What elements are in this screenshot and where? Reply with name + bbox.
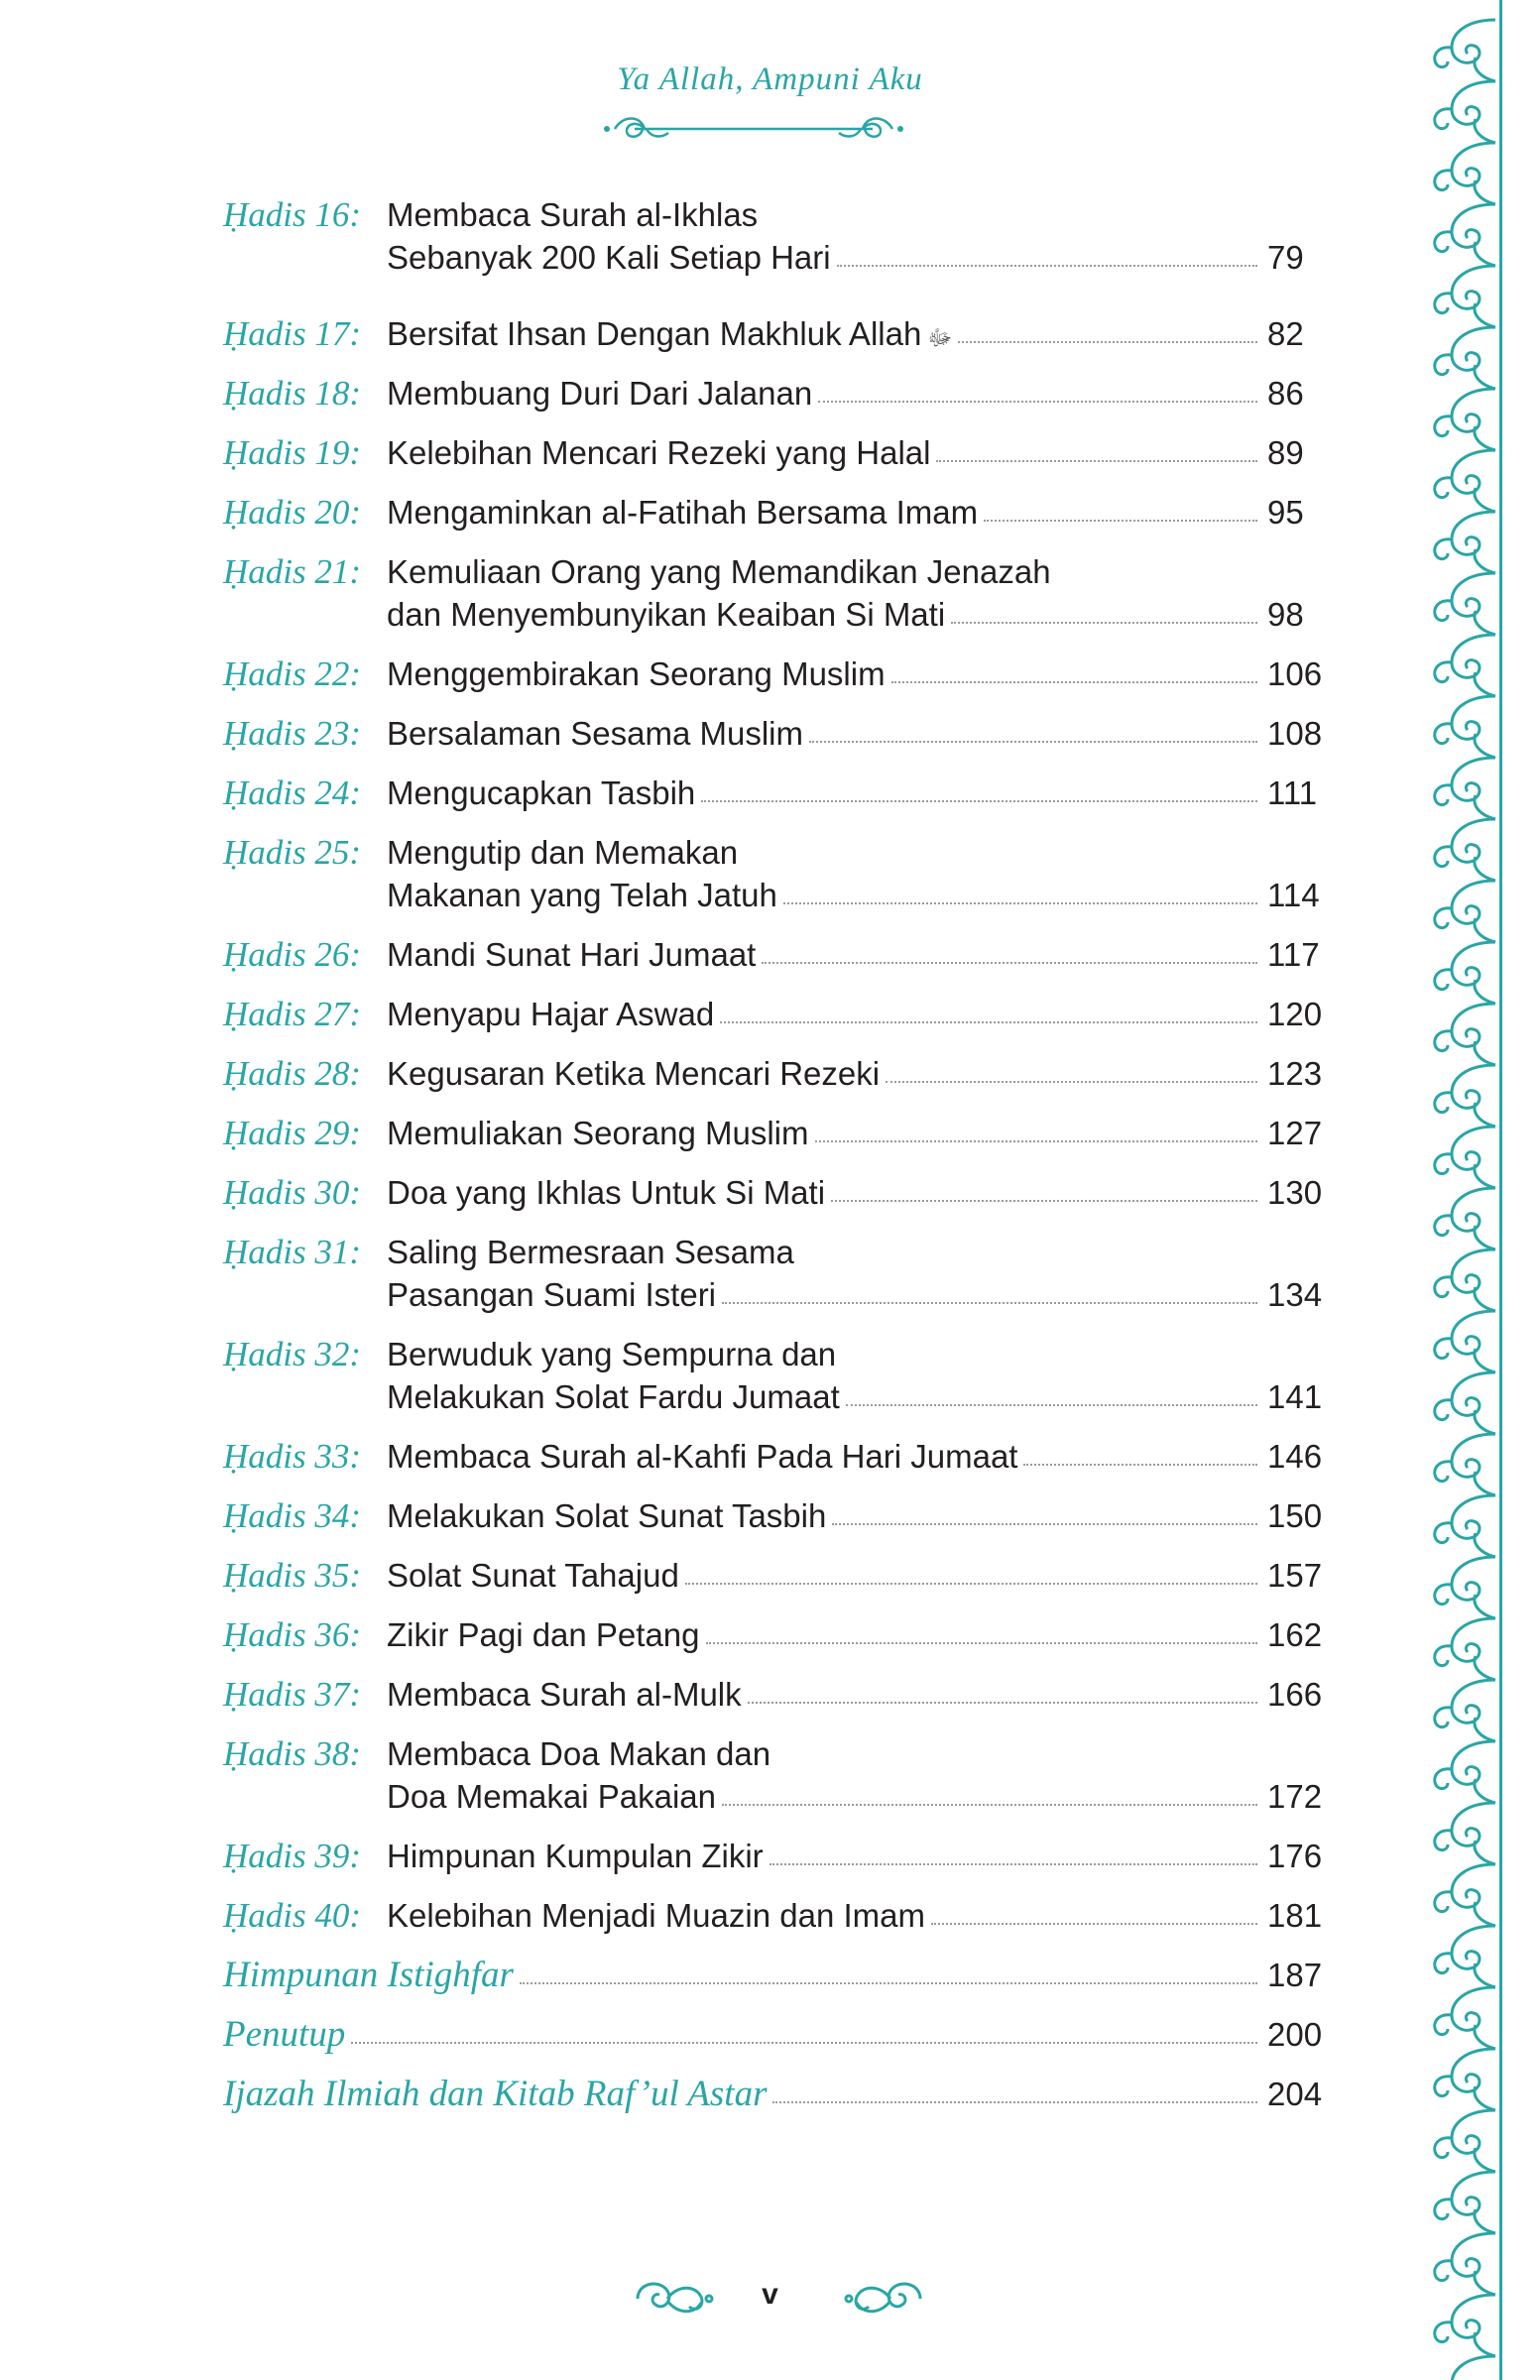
hadis-label: Ḥadis 28:: [223, 1054, 362, 1093]
swirl-motif: [1435, 1434, 1495, 1495]
entry-spacer: [223, 1996, 1319, 2013]
entry-page-number: 123: [1267, 1055, 1323, 1092]
dot-leader: [837, 264, 1257, 267]
entry-title: Solat Sunat Tahajud: [387, 1557, 679, 1594]
section-page-number: 200: [1267, 2016, 1323, 2053]
toc-row: [223, 1052, 1323, 1095]
section-title: Penutup: [223, 2014, 346, 2055]
swirl-motif: [1435, 1250, 1495, 1311]
swirl-motif: [1435, 2049, 1495, 2110]
toc-entry: [223, 1673, 1323, 1716]
dot-leader: [951, 621, 1257, 624]
dot-leader: [772, 2100, 1257, 2103]
entry-page-number: 150: [1267, 1497, 1323, 1534]
entry-page-number: 114: [1267, 877, 1320, 913]
dot-leader: [809, 740, 1257, 743]
entry-title: Sebanyak 200 Kali Setiap Hari: [387, 239, 831, 276]
toc-entry: [223, 831, 1319, 916]
swirl-motif: [1435, 881, 1495, 942]
hadis-label: Ḥadis 19:: [223, 433, 362, 472]
entry-title: Mengutip dan Memakan: [387, 834, 739, 871]
toc-row: [223, 593, 1319, 636]
entry-spacer: [223, 1154, 1319, 1171]
hadis-label: Ḥadis 30:: [223, 1173, 362, 1212]
entry-title: Mandi Sunat Hari Jumaat: [387, 936, 757, 973]
entry-spacer: [223, 1095, 1319, 1112]
swirl-motif: [1435, 450, 1495, 512]
toc-entry: [223, 1835, 1323, 1877]
toc-row: [223, 1333, 1319, 1375]
toc-row: [223, 372, 1319, 415]
entry-page-number: 89: [1267, 434, 1304, 471]
toc-row: [223, 193, 1319, 236]
dot-leader: [748, 1701, 1257, 1704]
hadis-label: Ḥadis 21:: [223, 552, 362, 591]
dot-leader: [891, 680, 1257, 683]
entry-spacer: [223, 1035, 1319, 1052]
swirl-motif: [1435, 942, 1495, 1004]
entry-spacer: [223, 1478, 1319, 1494]
swirl-border-icon: [1426, 0, 1505, 2380]
dot-leader: [815, 1139, 1257, 1142]
dot-leader: [832, 1522, 1257, 1525]
section-page-number: 187: [1267, 1957, 1323, 1993]
entry-spacer: [223, 1877, 1319, 1894]
running-header: Ya Allah, Ampuni Aku: [617, 61, 923, 97]
hadis-label: Ḥadis 40:: [223, 1896, 362, 1935]
toc-row: [223, 1775, 1323, 1818]
swirl-motif: [1435, 1618, 1495, 1680]
section-row: [223, 1954, 1323, 1996]
entry-title: Membaca Surah al-Ikhlas: [387, 196, 759, 233]
toc-entry: [223, 653, 1323, 695]
toc-row: [223, 1171, 1323, 1214]
entry-spacer: [223, 355, 1319, 372]
entry-spacer: [223, 755, 1319, 772]
section-title: Ijazah Ilmiah dan Kitab Raf’ul Astar: [223, 2074, 768, 2114]
dot-leader: [846, 1403, 1257, 1406]
toc-row: [223, 831, 1319, 874]
toc-row: [223, 1835, 1323, 1877]
section-row: [223, 2073, 1323, 2115]
entry-page-number: 130: [1267, 1174, 1323, 1211]
swirl-motif: [1435, 1127, 1495, 1188]
toc-row: [223, 1435, 1323, 1478]
toc-row: [223, 1273, 1323, 1316]
toc-entry: [223, 431, 1319, 474]
toc-entry: [223, 1333, 1323, 1418]
toc-row: [223, 1894, 1323, 1937]
swirl-motif: [1435, 512, 1495, 573]
entry-title: Zikir Pagi dan Petang: [387, 1616, 700, 1653]
swirl-motif: [1435, 1926, 1495, 1987]
entry-title: Kegusaran Ketika Mencari Rezeki: [387, 1055, 881, 1092]
entry-title: Membaca Surah al-Kahfi Pada Hari Jumaat: [387, 1438, 1018, 1475]
entry-title: Membuang Duri Dari Jalanan: [387, 375, 813, 412]
toc-row: [223, 312, 1319, 355]
dot-leader: [520, 1981, 1257, 1984]
entry-title: Menggembirakan Seorang Muslim: [387, 655, 886, 692]
hadis-label: Ḥadis 22:: [223, 654, 362, 693]
entry-spacer: [223, 695, 1319, 712]
swirl-motif: [1435, 81, 1495, 143]
toc-entry: [223, 1894, 1323, 1937]
entry-title: Membaca Surah al-Mulk: [387, 1676, 742, 1713]
entry-title: Bersalaman Sesama Muslim: [387, 715, 803, 752]
swirl-motif: [1435, 204, 1495, 266]
entry-page-number: 106: [1267, 655, 1323, 692]
entry-page-number: 134: [1267, 1276, 1323, 1313]
entry-title: Saling Bermesraan Sesama: [387, 1234, 794, 1270]
entry-title: Kelebihan Menjadi Muazin dan Imam: [387, 1897, 925, 1934]
toc-row: [223, 653, 1323, 695]
entry-title: Mengaminkan al-Fatihah Bersama Imam: [387, 494, 979, 531]
toc-entry: [223, 1171, 1323, 1214]
entry-title: Pasangan Suami Isteri: [387, 1276, 717, 1313]
entry-page-number: 86: [1267, 375, 1304, 412]
entry-title: dan Menyembunyikan Keaiban Si Mati: [387, 596, 946, 633]
honorific-glyph: ﷻ: [927, 325, 953, 350]
swirl-motif: [1435, 758, 1495, 819]
entry-title: Doa Memakai Pakaian: [387, 1778, 716, 1815]
entry-page-number: 181: [1267, 1897, 1323, 1934]
swirl-motif: [1435, 1680, 1495, 1741]
entry-spacer: [223, 1316, 1319, 1333]
entry-spacer: [223, 279, 1319, 312]
toc-entry: [223, 1052, 1323, 1095]
entry-title: Melakukan Solat Sunat Tasbih: [387, 1497, 827, 1534]
hadis-label: Ḥadis 16:: [223, 195, 362, 234]
entry-spacer: [223, 1656, 1319, 1673]
entry-page-number: 146: [1267, 1438, 1323, 1475]
toc-row: [223, 1494, 1323, 1537]
entry-spacer: [223, 1597, 1319, 1613]
entry-page-number: 108: [1267, 715, 1323, 752]
entry-page-number: 120: [1267, 996, 1323, 1032]
dot-leader: [958, 340, 1257, 343]
entry-spacer: [223, 2056, 1319, 2073]
entry-spacer: [223, 1418, 1319, 1435]
entry-title: Menyapu Hajar Aswad: [387, 996, 715, 1032]
hadis-label: Ḥadis 17:: [223, 314, 362, 353]
toc-entry: [223, 1554, 1323, 1597]
dot-leader: [685, 1582, 1257, 1585]
dot-leader: [720, 1020, 1257, 1023]
toc-entry: [223, 193, 1319, 279]
toc-entry: [223, 1435, 1323, 1478]
hadis-label: Ḥadis 33:: [223, 1437, 362, 1476]
toc-entry: [223, 491, 1319, 534]
dot-leader: [706, 1641, 1257, 1644]
table-of-contents: [223, 193, 1323, 2115]
dot-leader: [701, 799, 1257, 802]
swirl-motif: [1435, 1495, 1495, 1557]
swirl-motif: [1435, 1311, 1495, 1372]
entry-title: Doa yang Ikhlas Untuk Si Mati: [387, 1174, 826, 1211]
entry-spacer: [223, 976, 1319, 993]
entry-spacer: [223, 1214, 1319, 1231]
toc-entry: [223, 1732, 1323, 1818]
entry-title: Mengucapkan Tasbih: [387, 774, 696, 811]
swirl-motif: [1435, 573, 1495, 635]
swirl-motif: [1435, 1065, 1495, 1127]
swirl-motif: [1435, 2172, 1495, 2233]
swirl-motif: [1435, 1864, 1495, 1926]
dot-leader: [831, 1199, 1257, 1202]
toc-row: [223, 1613, 1323, 1656]
toc-entry: [223, 712, 1323, 755]
entry-title: Himpunan Kumpulan Zikir: [387, 1838, 764, 1874]
hadis-label: Ḥadis 29:: [223, 1114, 362, 1152]
toc-row: [223, 993, 1323, 1035]
swirl-motif: [1435, 2110, 1495, 2172]
dot-leader: [931, 1922, 1257, 1925]
entry-spacer: [223, 415, 1319, 431]
swirl-motif: [1435, 389, 1495, 450]
hadis-label: Ḥadis 37:: [223, 1675, 362, 1714]
dot-leader: [886, 1080, 1257, 1083]
toc-row: [223, 431, 1319, 474]
toc-entry: [223, 1613, 1323, 1656]
entry-spacer: [223, 636, 1319, 653]
entry-page-number: 141: [1267, 1378, 1323, 1415]
swirl-motif: [1435, 819, 1495, 881]
swirl-motif: [1435, 1004, 1495, 1065]
swirl-motif: [1435, 696, 1495, 758]
entry-page-number: 111: [1267, 774, 1318, 811]
entry-page-number: 95: [1267, 494, 1304, 531]
toc-entry: [223, 1231, 1323, 1316]
entry-title: Melakukan Solat Fardu Jumaat: [387, 1378, 840, 1415]
entry-page-number: 79: [1267, 239, 1304, 276]
entry-page-number: 172: [1267, 1778, 1323, 1815]
swirl-motif: [1435, 143, 1495, 204]
entry-spacer: [223, 1537, 1319, 1554]
page-number: v: [762, 2278, 778, 2311]
hadis-label: Ḥadis 34:: [223, 1496, 362, 1535]
entry-page-number: 166: [1267, 1676, 1323, 1713]
hadis-label: Ḥadis 36:: [223, 1615, 362, 1654]
entry-title: Membaca Doa Makan dan: [387, 1735, 771, 1772]
hadis-label: Ḥadis 27:: [223, 995, 362, 1033]
entry-title: Bersifat Ihsan Dengan Makhluk Allah: [387, 315, 922, 352]
hadis-label: Ḥadis 39:: [223, 1837, 362, 1875]
toc-row: [223, 1231, 1319, 1273]
toc-row: [223, 1732, 1319, 1775]
toc-row: [223, 1112, 1323, 1154]
swirl-motif: [1435, 635, 1495, 696]
swirl-motif: [1435, 2356, 1495, 2380]
toc-row: [223, 1554, 1323, 1597]
entry-spacer: [223, 1818, 1319, 1835]
toc-row: [223, 712, 1323, 755]
dot-leader: [762, 961, 1257, 964]
entry-spacer: [223, 814, 1319, 831]
hadis-label: Ḥadis 24:: [223, 774, 362, 812]
hadis-label: Ḥadis 26:: [223, 935, 362, 974]
dot-leader: [818, 400, 1257, 403]
entry-page-number: 117: [1267, 936, 1320, 973]
toc-entry: [223, 772, 1319, 814]
dot-leader: [722, 1803, 1257, 1806]
entry-spacer: [223, 534, 1319, 550]
hadis-label: Ḥadis 38:: [223, 1734, 362, 1773]
toc-row: [223, 491, 1319, 534]
entry-page-number: 98: [1267, 596, 1304, 633]
hadis-label: Ḥadis 18:: [223, 374, 362, 413]
swirl-motif: [1435, 1987, 1495, 2049]
toc-row: [223, 550, 1319, 593]
toc-entry: [223, 312, 1319, 355]
toc-entry: [223, 933, 1319, 976]
entry-title: Kemuliaan Orang yang Memandikan Jenazah: [387, 553, 1051, 590]
dot-leader: [770, 1862, 1257, 1865]
toc-row: [223, 933, 1319, 976]
hadis-label: Ḥadis 20:: [223, 493, 362, 532]
dot-leader: [984, 519, 1257, 522]
dot-leader: [936, 459, 1257, 462]
toc-row: [223, 1673, 1323, 1716]
border-rule: [1499, 0, 1502, 2380]
entry-page-number: 127: [1267, 1115, 1323, 1151]
hadis-label: Ḥadis 23:: [223, 714, 362, 753]
toc-entry: [223, 372, 1319, 415]
section-page-number: 204: [1267, 2076, 1323, 2112]
entry-title: Makanan yang Telah Jatuh: [387, 877, 777, 913]
swirl-motif: [1435, 327, 1495, 389]
swirl-motif: [1435, 1803, 1495, 1864]
entry-title: Memuliakan Seorang Muslim: [387, 1115, 809, 1151]
section-row: [223, 2013, 1323, 2056]
toc-entry: [223, 550, 1319, 636]
toc-entry: [223, 993, 1323, 1035]
entry-page-number: 82: [1267, 315, 1304, 352]
hadis-label: Ḥadis 25:: [223, 833, 362, 872]
toc-row: [223, 1375, 1323, 1418]
flourish-ornament-icon: [841, 2271, 930, 2326]
entry-page-number: 162: [1267, 1616, 1323, 1653]
swirl-motif: [1435, 1741, 1495, 1803]
swirl-motif: [1435, 266, 1495, 327]
entry-page-number: 176: [1267, 1838, 1323, 1874]
hadis-label: Ḥadis 35:: [223, 1556, 362, 1595]
flourish-divider-icon: [595, 107, 912, 151]
entry-spacer: [223, 916, 1319, 933]
toc-entry: [223, 1112, 1323, 1154]
entry-spacer: [223, 474, 1319, 491]
entry-spacer: [223, 1716, 1319, 1732]
dot-leader: [783, 901, 1257, 904]
dot-leader: [1023, 1463, 1257, 1466]
toc-row: [223, 236, 1319, 279]
swirl-motif: [1435, 20, 1495, 81]
entry-spacer: [223, 1937, 1319, 1954]
toc-row: [223, 772, 1319, 814]
entry-title: Kelebihan Mencari Rezeki yang Halal: [387, 434, 931, 471]
swirl-motif: [1435, 1372, 1495, 1434]
entry-title: Berwuduk yang Sempurna dan: [387, 1336, 837, 1372]
dot-leader: [722, 1301, 1257, 1304]
entry-page-number: 157: [1267, 1557, 1323, 1594]
swirl-motif: [1435, 1557, 1495, 1618]
section-title: Himpunan Istighfar: [223, 1955, 514, 1995]
swirl-motif: [1435, 1188, 1495, 1250]
toc-row: [223, 874, 1319, 916]
toc-entry: [223, 1494, 1323, 1537]
hadis-label: Ḥadis 32:: [223, 1335, 362, 1373]
hadis-label: Ḥadis 31:: [223, 1233, 362, 1271]
dot-leader: [351, 2041, 1257, 2044]
